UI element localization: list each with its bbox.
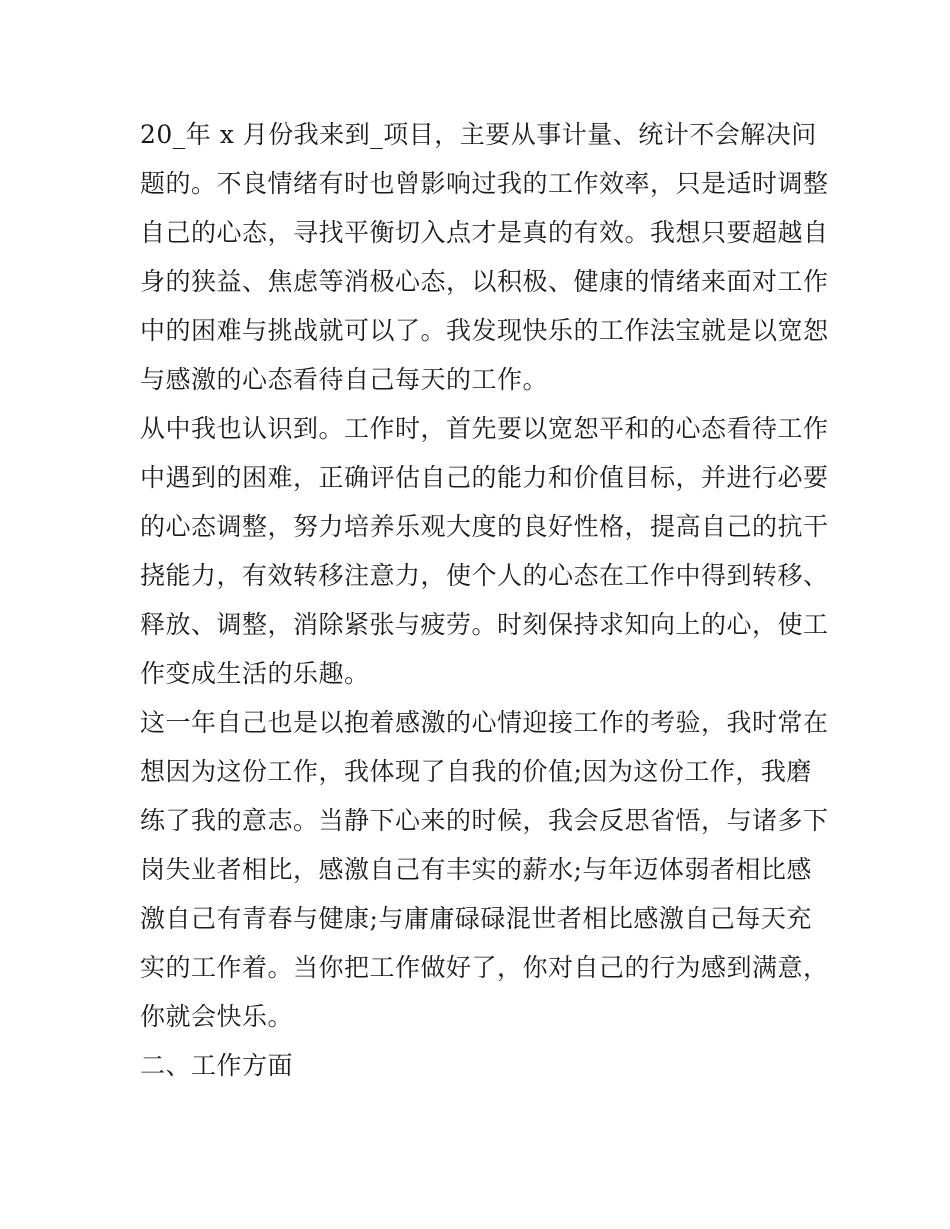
text-line: 实的工作着。当你把工作做好了，你对自己的行为感到满意，: [140, 953, 829, 982]
text-line: 20_年 x 月份我来到_项目，主要从事计量、统计不会解决问: [140, 120, 817, 149]
text-line: 中遇到的困难，正确评估自己的能力和价值目标，并进行必要: [140, 463, 829, 492]
text-line: 的心态调整，努力培养乐观大度的良好性格，提高自己的抗干: [140, 512, 829, 541]
text-line: 你就会快乐。: [140, 1002, 294, 1031]
paragraph-2: [140, 404, 829, 698]
text-line: 激自己有青春与健康;与庸庸碌碌混世者相比感激自己每天充: [140, 904, 812, 933]
text-line: 自己的心态，寻找平衡切入点才是真的有效。我想只要超越自: [140, 218, 829, 247]
text-line: 挠能力，有效转移注意力，使个人的心态在工作中得到转移、: [140, 561, 829, 590]
text-line: 与感激的心态看待自己每天的工作。: [140, 365, 549, 394]
section-heading: [140, 1041, 820, 1090]
text-line: 想因为这份工作，我体现了自我的价值;因为这份工作，我磨: [140, 757, 812, 786]
text-line: 中的困难与挑战就可以了。我发现快乐的工作法宝就是以宽恕: [140, 316, 829, 345]
text-line: 这一年自己也是以抱着感激的心情迎接工作的考验，我时常在: [140, 708, 829, 737]
text-line: 岗失业者相比，感激自己有丰实的薪水;与年迈体弱者相比感: [140, 855, 812, 884]
paragraph-3: [140, 698, 829, 1041]
text-line: 作变成生活的乐趣。: [140, 659, 370, 688]
text-line: 题的。不良情绪有时也曾影响过我的工作效率，只是适时调整: [140, 169, 829, 198]
heading-text: 二、工作方面: [140, 1051, 294, 1080]
text-line: 释放、调整，消除紧张与疲劳。时刻保持求知向上的心，使工: [140, 610, 829, 639]
text-line: 练了我的意志。当静下心来的时候，我会反思省悟，与诸多下: [140, 806, 829, 835]
text-line: 身的狭益、焦虑等消极心态，以积极、健康的情绪来面对工作: [140, 267, 829, 296]
document-body: [140, 110, 829, 1090]
paragraph-1: [140, 110, 829, 404]
text-line: 从中我也认识到。工作时，首先要以宽恕平和的心态看待工作: [140, 414, 829, 443]
